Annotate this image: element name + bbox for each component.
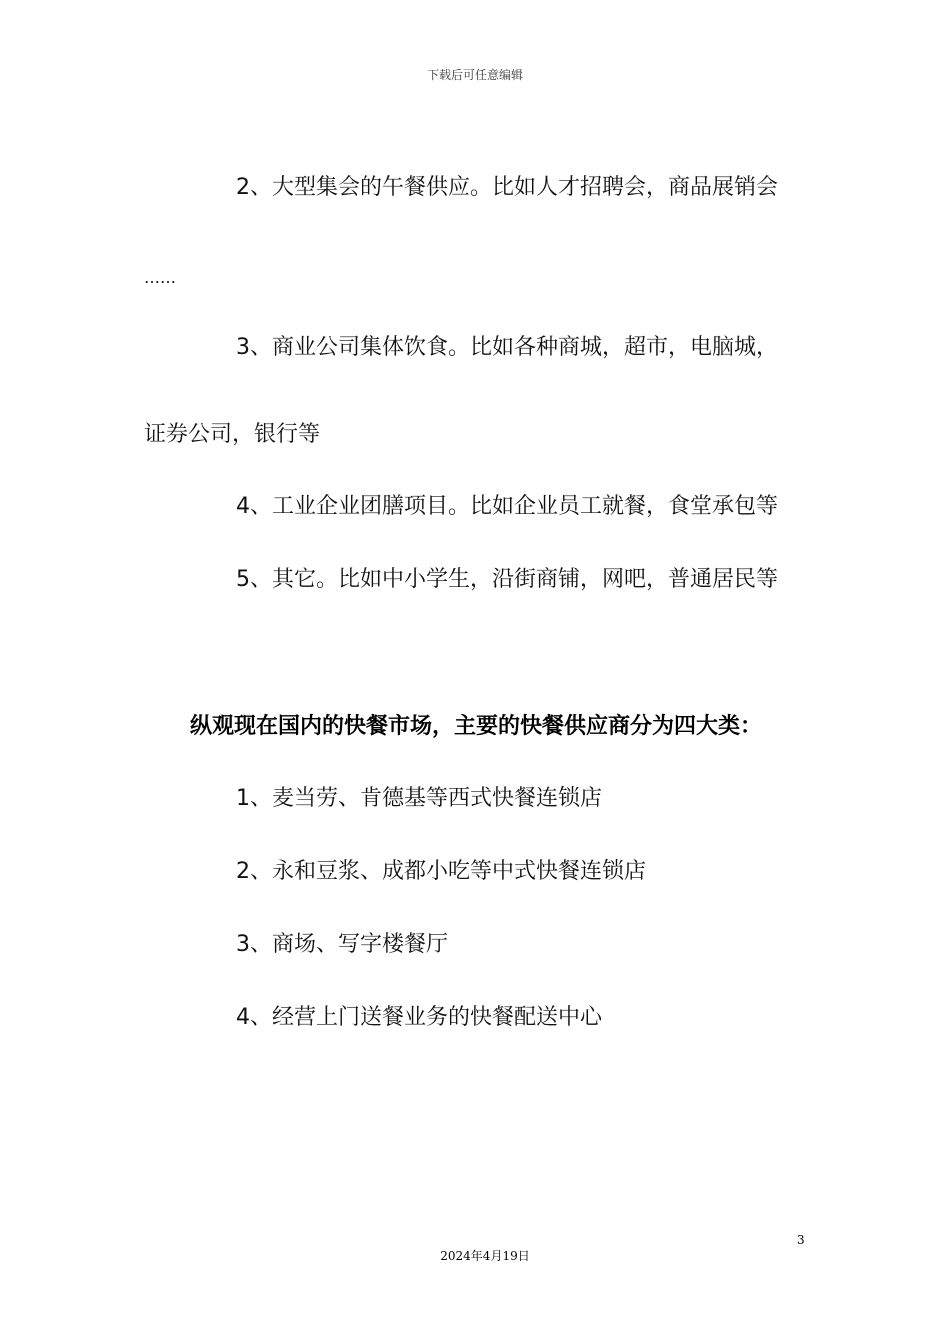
supplier-item-4: 4、经营上门送餐业务的快餐配送中心 [236, 1005, 602, 1030]
supplier-item-3: 3、商场、写字楼餐厅 [236, 932, 448, 957]
list-item-3-line-1: 3、商业公司集体饮食。比如各种商城，超市，电脑城， [236, 335, 778, 360]
section-heading: 纵观现在国内的快餐市场，主要的快餐供应商分为四大类： [190, 714, 763, 739]
footer-date: 2024年4月19日 [440, 1249, 530, 1263]
page-number: 3 [797, 1233, 805, 1247]
list-item-2-line-1: 2、大型集会的午餐供应。比如人才招聘会，商品展销会 [236, 175, 778, 200]
list-item-2-line-2: …… [144, 268, 176, 287]
supplier-item-1: 1、麦当劳、肯德基等西式快餐连锁店 [236, 786, 602, 811]
list-item-3-line-2: 证券公司，银行等 [144, 422, 321, 447]
list-item-4: 4、工业企业团膳项目。比如企业员工就餐，食堂承包等 [236, 494, 778, 519]
supplier-item-2: 2、永和豆浆、成都小吃等中式快餐连锁店 [236, 859, 646, 884]
page-header: 下载后可任意编辑 [426, 68, 523, 82]
list-item-5: 5、其它。比如中小学生，沿街商铺，网吧，普通居民等 [236, 567, 778, 592]
